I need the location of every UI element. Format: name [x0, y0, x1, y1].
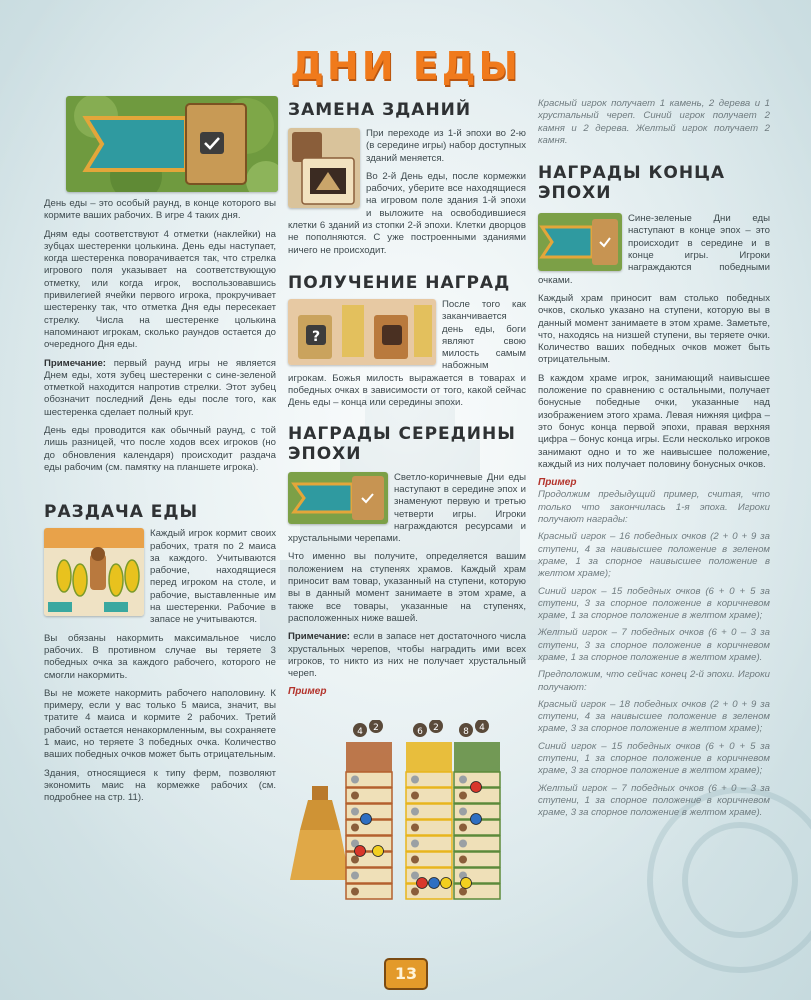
- example-line: Синий игрок – 15 победных очков (6 + 0 + 5 за ступени, 3 за спорное положение в коричневом храме, 1 за спорное положение в желтом храме);: [538, 585, 770, 622]
- resource-icon: [459, 840, 467, 848]
- top-example: [538, 98, 770, 147]
- resource-icon: [351, 824, 359, 832]
- left-column: [44, 96, 276, 810]
- intro-note: [44, 358, 276, 419]
- end-epoch-example: [538, 489, 770, 819]
- resource-icon: [411, 792, 419, 800]
- end-epoch-paragraph-2: Каждый храм приносит вам столько победных очков, сколько указано на ступени, которую вы в данный момент занимаете в этом храме. Заметьте, что, находясь на низшей ступени, вы теряете очки. Количество ваших победных очков может быть отрицательным.: [538, 292, 770, 366]
- temples-diagram: [288, 720, 538, 920]
- intro-paragraph-3: День еды проводится как обычный раунд, с той лишь разницей, что после ходов всех игроков (но до обновления календаря) происходит раздача еды рабочим (см. памятку на планшете игрока).: [44, 425, 276, 473]
- mid-epoch-note: [288, 631, 526, 680]
- player-marker: [471, 782, 482, 793]
- buildings-paragraph-2: Во 2-й День еды, после кормежки рабочих, уберите все находящиеся на игровом поле здания 1-й эпохи и выложите на освободившиеся клетки 6 зданий из стопки 2-й эпохи. Клетки дворцов не пополняются. С уже построенными зданиями ничего не происходит.: [288, 170, 526, 256]
- resource-icon: [351, 776, 359, 784]
- food-day-gear-illustration: [66, 96, 278, 192]
- svg-text:?: ?: [311, 328, 321, 345]
- bonus-label: 4: [479, 723, 485, 733]
- resource-icon: [411, 840, 419, 848]
- resource-icon: [411, 888, 419, 896]
- middle-column: [288, 100, 526, 699]
- bonus-label: 4: [357, 727, 363, 737]
- rewards-illustration: [288, 299, 436, 365]
- resource-icon: [351, 888, 359, 896]
- end-epoch-paragraph-3: В каждом храме игрок, занимающий наивысшее положение по сравнению с остальными, получает бонусные победные очки, указанные над изображением этого храма. Левая нижняя цифра – это бонус конца первой эпохи, правая верхняя цифра – бонус конца игры. Если несколько игроков занимают одно и то же наивысшее положение, каждый из них получает половину бонусных очков.: [538, 372, 770, 470]
- feeding-illustration: [44, 528, 144, 616]
- temple-yellow: [406, 742, 452, 899]
- resource-icon: [351, 856, 359, 864]
- resource-icon: [411, 776, 419, 784]
- resource-icon: [411, 856, 419, 864]
- resource-icon: [411, 872, 419, 880]
- pyramid-illustration: [290, 786, 350, 880]
- mid-epoch-heading: НАГРАДЫ СЕРЕДИНЫ ЭПОХИ: [288, 423, 516, 464]
- bonus-label: 8: [463, 727, 469, 737]
- intro-paragraph-1: День еды – это особый раунд, в конце которого вы кормите ваших рабочих. В игре 4 таких дня.: [44, 198, 276, 222]
- mid-epoch-paragraph-2: Что именно вы получите, определяется вашим положением на ступенях храмов. Каждый храм приносит вам товар, указанный на ступени, которую вы в данный момент занимаете в этом храме, а также все товары, указанные на ступенях, расположенных ниже вашей.: [288, 551, 526, 624]
- resource-icon: [459, 856, 467, 864]
- end-epoch-example-label: Пример: [538, 477, 577, 489]
- player-marker: [441, 878, 452, 889]
- feeding-paragraph-3: Вы не можете накормить рабочего наполовину. К примеру, если у вас только 5 маиса, значит, вы тратите 4 маиса и кормите 2 рабочих. Третий рабочий остается ненакормленным, вы сохраняете 1 маис, но теряете 3 победных очка. Количество ваших победных очков может быть отрицательным.: [44, 687, 276, 761]
- temple-top: [406, 742, 452, 772]
- example-line: Синий игрок – 15 победных очков (6 + 0 + 5 за ступени, 1 за спорное положение в коричневом храме, 3 за спорное положение в желтом храме);: [538, 740, 770, 777]
- feeding-heading: РАЗДАЧА ЕДЫ: [44, 502, 199, 523]
- resource-icon: [411, 824, 419, 832]
- resource-icon: [351, 872, 359, 880]
- example-line: Красный игрок – 18 победных очков (2 + 0 + 9 за ступени, 4 за наивысшее положение в зеленом храме, 3 за спорное положение в желтом храме);: [538, 698, 770, 735]
- page-number: 13: [384, 958, 428, 990]
- player-marker: [461, 878, 472, 889]
- top-example-text: Красный игрок получает 1 камень, 2 дерева и 1 хрустальный череп. Синий игрок получает 2 камня и 2 дерева. Желтый игрок получает 2 камня.: [538, 98, 770, 146]
- example-line: Предположим, что сейчас конец 2-й эпохи. Игроки получают:: [538, 669, 770, 693]
- note-label: Примечание:: [44, 357, 106, 369]
- feeding-paragraph-2: Вы обязаны накормить максимальное число рабочих. В противном случае вы теряете 3 победных очка за каждого рабочего, которого не смогли накормить.: [44, 632, 276, 681]
- note-text: если в запасе нет достаточного числа хрустальных черепов, чтобы наградить ими всех игроков, то никто из них не получает хрустальный череп.: [288, 631, 526, 680]
- resource-icon: [459, 792, 467, 800]
- bonus-labels: [353, 720, 489, 737]
- intro-paragraph-2: Дням еды соответствуют 4 отметки (наклейки) на зубцах шестеренки цолькина. День еды наступает, когда шестеренка поворачивается так, что стрелка игрового поля указывает на соответствующую отметку, или когда игрок, воспользовавшись привилегией ячейки первого игрока, прокручивает шестеренку так, что отметка Дня еды пересекает стрелку. Числа на шестеренке цолькина напоминают игрокам, сколько раундов остается до очередного Дня еды.: [44, 228, 276, 351]
- example-line: Желтый игрок – 7 победных очков (6 + 0 – 3 за ступени, 3 за спорное положение в коричневом храме, 1 за спорное положение в желтом храме).: [538, 627, 770, 663]
- end-epoch-illustration: [538, 213, 622, 271]
- page-title: ДНИ ЕДЫ: [290, 44, 521, 88]
- mid-epoch-example-label: Пример: [288, 686, 327, 698]
- buildings-heading: ЗАМЕНА ЗДАНИЙ: [288, 100, 472, 120]
- rewards-paragraph-1: После того как заканчивается день еды, боги являют свою милость самым набожным игрокам. Божья милость выражается в товарах и победных очках в зависимости от того, какой сейчас День еды – конца или середины эпохи.: [288, 298, 526, 409]
- example-line: Продолжим предыдущий пример, считая, что только что закончилась 1-я эпоха. Игроки получают награды:: [538, 489, 770, 526]
- feeding-paragraph-4: Здания, относящиеся к типу ферм, позволяют экономить маис на кормежке рабочих (см. подробнее на стр. 11).: [44, 767, 276, 804]
- player-marker: [471, 814, 482, 825]
- end-epoch-paragraph-1: Сине-зеленые Дни еды наступают в конце эпох – это происходит в середине и в конце игры. Игроки награждаются победными очками.: [538, 213, 770, 286]
- right-column: [538, 98, 770, 825]
- bonus-label: 6: [417, 727, 423, 737]
- player-marker: [361, 814, 372, 825]
- buildings-illustration: [288, 128, 360, 208]
- resource-icon: [459, 808, 467, 816]
- end-epoch-heading: НАГРАДЫ КОНЦА ЭПОХИ: [538, 163, 726, 204]
- resource-icon: [459, 824, 467, 832]
- example-line: Красный игрок – 16 победных очков (2 + 0 + 9 за ступени, 4 за наивысшее положение в зеленом храме, 1 за спорное наивысшее положение в желтом храме);: [538, 531, 770, 580]
- resource-icon: [459, 776, 467, 784]
- mid-epoch-paragraph-1: Светло-коричневые Дни еды наступают в середине эпох и знаменуют первую и третью четверти игры. Игроки награждаются ресурсами и хрустальными черепами.: [288, 471, 526, 545]
- mid-epoch-illustration: [288, 472, 388, 524]
- resource-icon: [411, 808, 419, 816]
- player-marker: [355, 846, 366, 857]
- resource-icon: [351, 792, 359, 800]
- feeding-paragraph-1: Каждый игрок кормит своих рабочих, тратя по 2 маиса за каждого. Учитываются рабочие, находящиеся перед игроком на столе, и рабочие, выставленные им на шестеренки. Рабочие в запасе не учитываются.: [150, 528, 276, 626]
- resource-icon: [351, 808, 359, 816]
- player-marker: [429, 878, 440, 889]
- bonus-label: 2: [373, 723, 379, 733]
- note-text: первый раунд игры не является Днем еды, хотя зубец шестеренки с сине-зеленой отметкой находится напротив стрелки. Этот зубец обозначит последний День еды после того, как шестеренка сделает полный круг.: [44, 357, 276, 418]
- rewards-heading: ПОЛУЧЕНИЕ НАГРАД: [288, 272, 511, 293]
- temple-top: [346, 742, 392, 772]
- player-marker: [373, 846, 384, 857]
- temple-top: [454, 742, 500, 772]
- bonus-label: 2: [433, 723, 439, 733]
- buildings-paragraph-1: При переходе из 1-й эпохи во 2-ю (в середине игры) набор доступных зданий меняется.: [366, 128, 526, 164]
- example-line: Желтый игрок – 7 победных очков (6 + 0 – 3 за ступени, 1 за спорное положение в коричневом храме, 3 за спорное положение в желтом храме).: [538, 782, 770, 819]
- player-marker: [417, 878, 428, 889]
- note-label: Примечание:: [288, 631, 350, 643]
